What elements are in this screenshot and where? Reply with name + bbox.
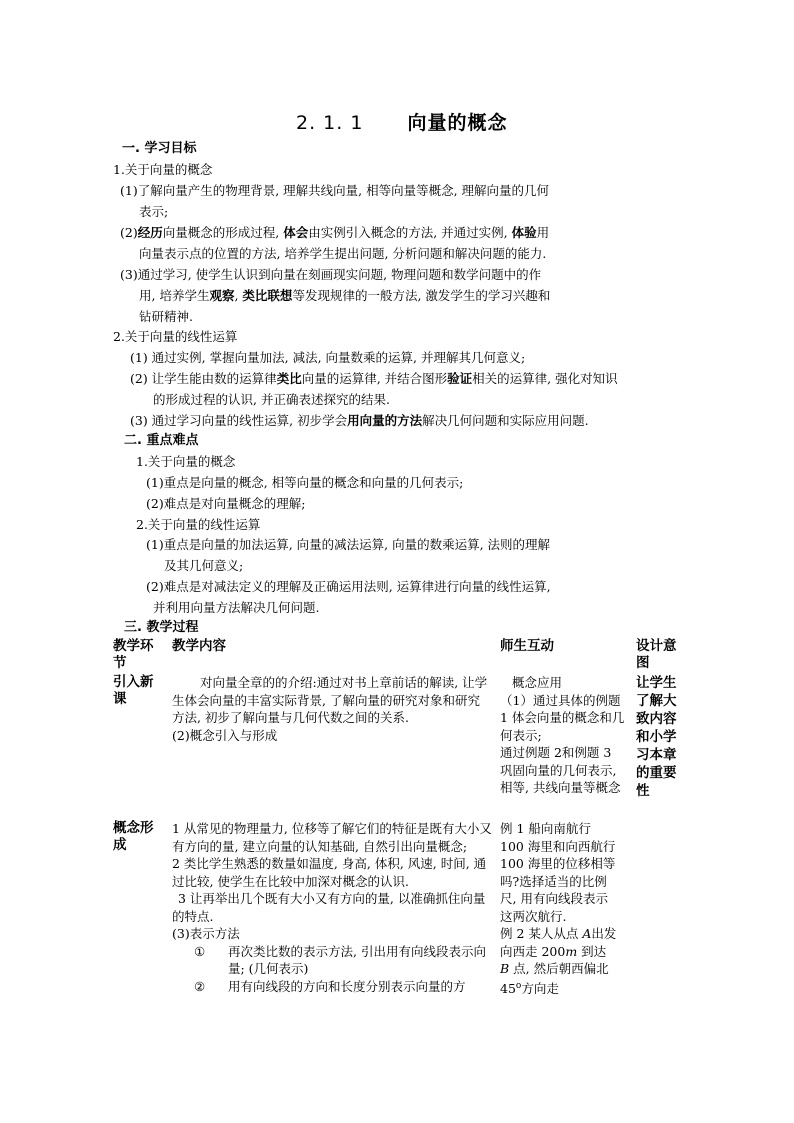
obj-1-2-line2: 向量表示点的位置的方法, 培养学生提出问题, 分析问题和解决问题的能力. — [139, 246, 547, 261]
obj-1-3-line1: (3)通过学习, 使学生认识到向量在刻画现实问题, 物理问题和数学问题中的作 — [120, 267, 542, 282]
table-header-interaction: 师生互动 — [500, 638, 554, 654]
diff-2-2-line2: 并利用向量方法解决几何问题. — [153, 600, 320, 615]
obj-2-2-line2: 的形成过程的认识, 并正确表述探究的结果. — [153, 392, 390, 407]
row1-stage: 引入新课 — [113, 674, 154, 707]
heading-objectives: 一. 学习目标 — [122, 141, 197, 156]
diff-2-1-line2: 及其几何意义; — [164, 558, 244, 573]
obj-2-1: (1) 通过实例, 掌握向量加法, 减法, 向量数乘的运算, 并理解其几何意义; — [130, 350, 526, 365]
diff-2-title: 2.关于向量的线性运算 — [136, 517, 261, 532]
table-header-stage: 教学环节 — [113, 638, 154, 671]
row2-content-item1: 1 从常见的物理量力, 位移等了解它们的特征是既有大小又有方向的量, 建立向量的认知基础, 自然引出向量概念; — [172, 821, 492, 854]
row1-content — [172, 674, 492, 744]
page-title — [296, 108, 507, 135]
row2-content-item6: ② 用有向线段的方向和长度分别表示向量的方 — [194, 978, 466, 994]
row2-content-item2: 2 类比学生熟悉的数量如温度, 身高, 体积, 风速, 时间, 通过比较, 使学生在比较中加深对概念的认识. — [172, 856, 487, 889]
row2-content-item4: (3)表示方法 — [172, 926, 240, 941]
row1-interaction-heading: 概念应用 — [512, 675, 563, 690]
row1-content-intro: 对向量全章的的介绍:通过对书上章前话的解读, 让学生体会向量的丰富实际背景, 了解向量的研究对象和研究方法, 初步了解向量与几何代数之间的关系. — [172, 675, 488, 725]
table-header-content: 教学内容 — [172, 638, 226, 654]
diff-1-1: (1)重点是向量的概念, 相等向量的概念和向量的几何表示; — [146, 475, 464, 490]
heading-process: 三. 教学过程 — [124, 620, 199, 635]
row1-interaction-example1: （1）通过具体的例题 1 体会向量的概念和几何表示; — [500, 692, 625, 743]
obj-1-3-line2: 用, 培养学生观察, 类比联想等发现规律的一般方法, 激发学生的学习兴趣和 — [139, 288, 551, 303]
row2-content-item3: 3 让再举出几个既有大小又有方向的量, 以准确抓住向量的特点. — [172, 891, 486, 924]
row2-stage: 概念形成 — [113, 820, 154, 853]
row2-interaction-example2: 例 2 某人从点 A出发向西走 200m 到达 B 点, 然后朝西偏北 45$^o$方向走 — [500, 926, 617, 996]
section-title: 向量的概念 — [407, 112, 508, 134]
diff-1-title: 1.关于向量的概念 — [136, 454, 236, 469]
diff-1-2: (2)难点是对向量概念的理解; — [146, 496, 306, 511]
diff-2-2-line1: (2)难点是对减法定义的理解及正确运用法则, 运算律进行向量的线性运算, — [146, 579, 551, 594]
obj-1-title: 1.关于向量的概念 — [113, 162, 213, 177]
row1-interaction-example23: 通过例题 2和例题 3 巩固向量的几何表示, 相等, 共线向量等概念 — [500, 745, 621, 795]
row1-intent: 让学生了解大致内容和小学习本章的重要性 — [636, 675, 677, 799]
table-header-intent: 设计意图 — [636, 638, 677, 671]
obj-2-3: (3) 通过学习向量的线性运算, 初步学会用向量的方法解决几何问题和实际应用问题. — [130, 413, 589, 428]
heading-difficulties: 二. 重点难点 — [124, 433, 199, 448]
obj-1-1-line2: 表示; — [139, 204, 169, 219]
row2-content-item5: ① 再次类比数的表示方法, 引出用有向线段表示向量; (几何表示) — [194, 943, 486, 976]
section-number: 2. 1. 1 — [296, 112, 364, 134]
obj-2-2-line1: (2) 让学生能由数的运算律类比向量的运算律, 并结合图形验证相关的运算律, 强化对知识 — [130, 371, 618, 386]
row2-interaction-example1: 例 1 船向南航行 100 海里和向西航行 100 海里的位移相等吗?选择适当的比例尺, 用有向线段表示这两次航行. — [500, 821, 616, 924]
obj-1-1-line1: (1)了解向量产生的物理背景, 理解共线向量, 相等向量等概念, 理解向量的几何 — [120, 183, 550, 198]
obj-1-2-line1: (2)经历向量概念的形成过程, 体会由实例引入概念的方法, 并通过实例, 体验用 — [120, 225, 550, 240]
row1-interaction — [500, 674, 626, 797]
row1-content-concept: (2)概念引入与形成 — [172, 727, 278, 743]
diff-2-1-line1: (1)重点是向量的加法运算, 向量的减法运算, 向量的数乘运算, 法则的理解 — [146, 537, 551, 552]
row2-content — [172, 820, 492, 995]
obj-1-3-line3: 钻研精神. — [139, 309, 193, 324]
obj-2-title: 2.关于向量的线性运算 — [113, 329, 238, 344]
row2-interaction — [500, 820, 618, 997]
